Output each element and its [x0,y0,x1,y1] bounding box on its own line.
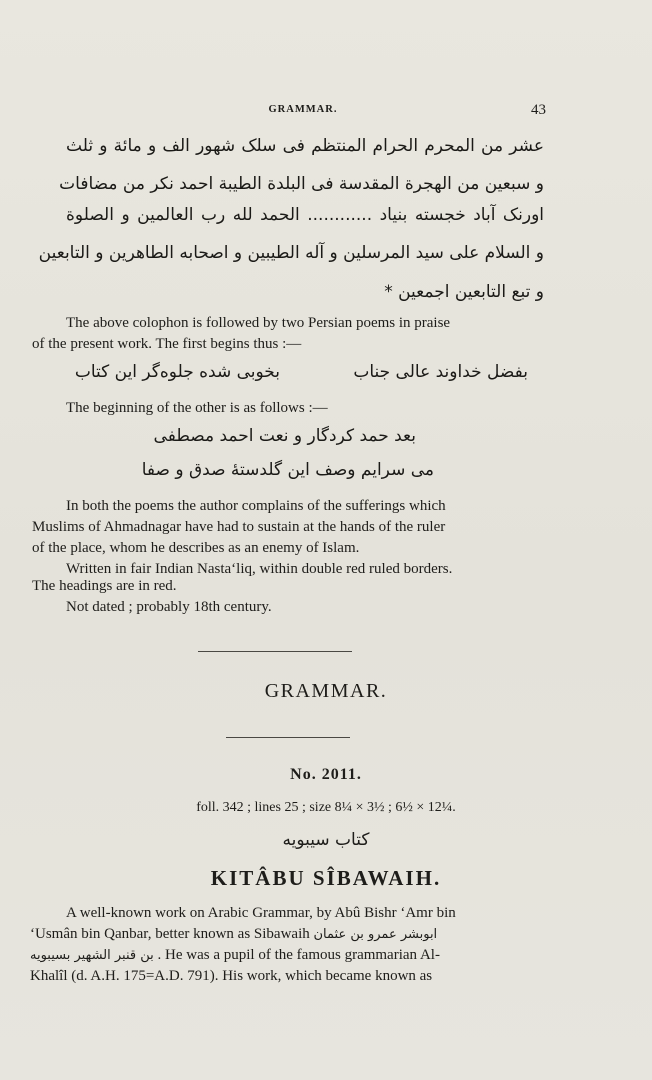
description-line2-arabic: ابوبشر عمرو بن عثمان [313,927,438,942]
colophon-line-1: عشر من المحرم الحرام المنتظم فی سلک شهور الف و مائة و ثلث [66,136,544,156]
poem2-line2: می سرایم وصف این گلدستهٔ صدق و صفا [141,460,434,480]
para5: Not dated ; probably 18th century. [66,599,272,615]
para4-line2: The headings are in red. [32,578,177,594]
description-line3-text: . He was a pupil of the famous grammarian Al- [157,947,440,963]
description-line1: A well-known work on Arabic Grammar, by Abû Bishr ‘Amr bin [66,905,456,921]
para3-line1: In both the poems the author complains of the sufferings which [66,498,446,514]
entry-collation: foll. 342 ; lines 25 ; size 8¼ × 3½ ; 6½ × 12¼. [196,800,456,815]
section-divider-top [198,651,352,652]
description-line4: Khalîl (d. A.H. 175=A.D. 791). His work, which became known as [30,968,433,984]
para3-line2: Muslims of Ahmadnagar have had to sustain at the hands of the ruler [32,519,446,535]
poem1-hemistich-left: بخوبی شده جلوه‌گر این کتاب [74,362,280,382]
running-header [60,102,546,120]
colophon-line-4: و السلام علی سید المرسلین و آله الطیبین و اصحابه الطاهرین و التابعین [38,243,544,263]
page-number: 43 [531,102,546,118]
colophon-line-2: و سبعین من الهجرة المقدسة فی البلدة الطیبة احمد نکر من مضافات [59,174,544,194]
entry-title-arabic: کتاب سیبویه [282,830,370,850]
description-line3 [30,945,440,966]
entry-number: No. 2011. [290,766,362,783]
entry-title: KITÂBU SÎBAWAIH. [210,866,442,890]
running-title: GRAMMAR. [268,104,338,115]
section-divider-bottom [226,737,350,738]
description-line2-text: ‘Usmân bin Qanbar, better known as Sibawaih [30,926,310,942]
section-title: GRAMMAR. [264,680,388,702]
para1-line2: of the present work. The first begins thus :— [32,336,302,352]
colophon-line-5: و تبع التابعین اجمعین * [384,282,544,302]
para1-line1: The above colophon is followed by two Persian poems in praise [66,315,451,331]
description-line2 [30,924,437,945]
poem1-hemistich-right: بفضل خداوند عالی جناب [353,362,528,382]
para2: The beginning of the other is as follows :— [66,400,328,416]
para4-line1: Written in fair Indian Nasta‘liq, within double red ruled borders. [66,561,453,577]
para3-line3: of the place, whom he describes as an enemy of Islam. [32,540,360,556]
description-line3-arabic: بن قنبر الشهیر بسیبویه [30,948,154,963]
poem2-line1: بعد حمد کردگار و نعت احمد مصطفی [153,426,416,446]
colophon-line-3: اورنک آباد خجسته بنیاد ............ الحمد لله رب العالمین و الصلوة [66,205,544,225]
